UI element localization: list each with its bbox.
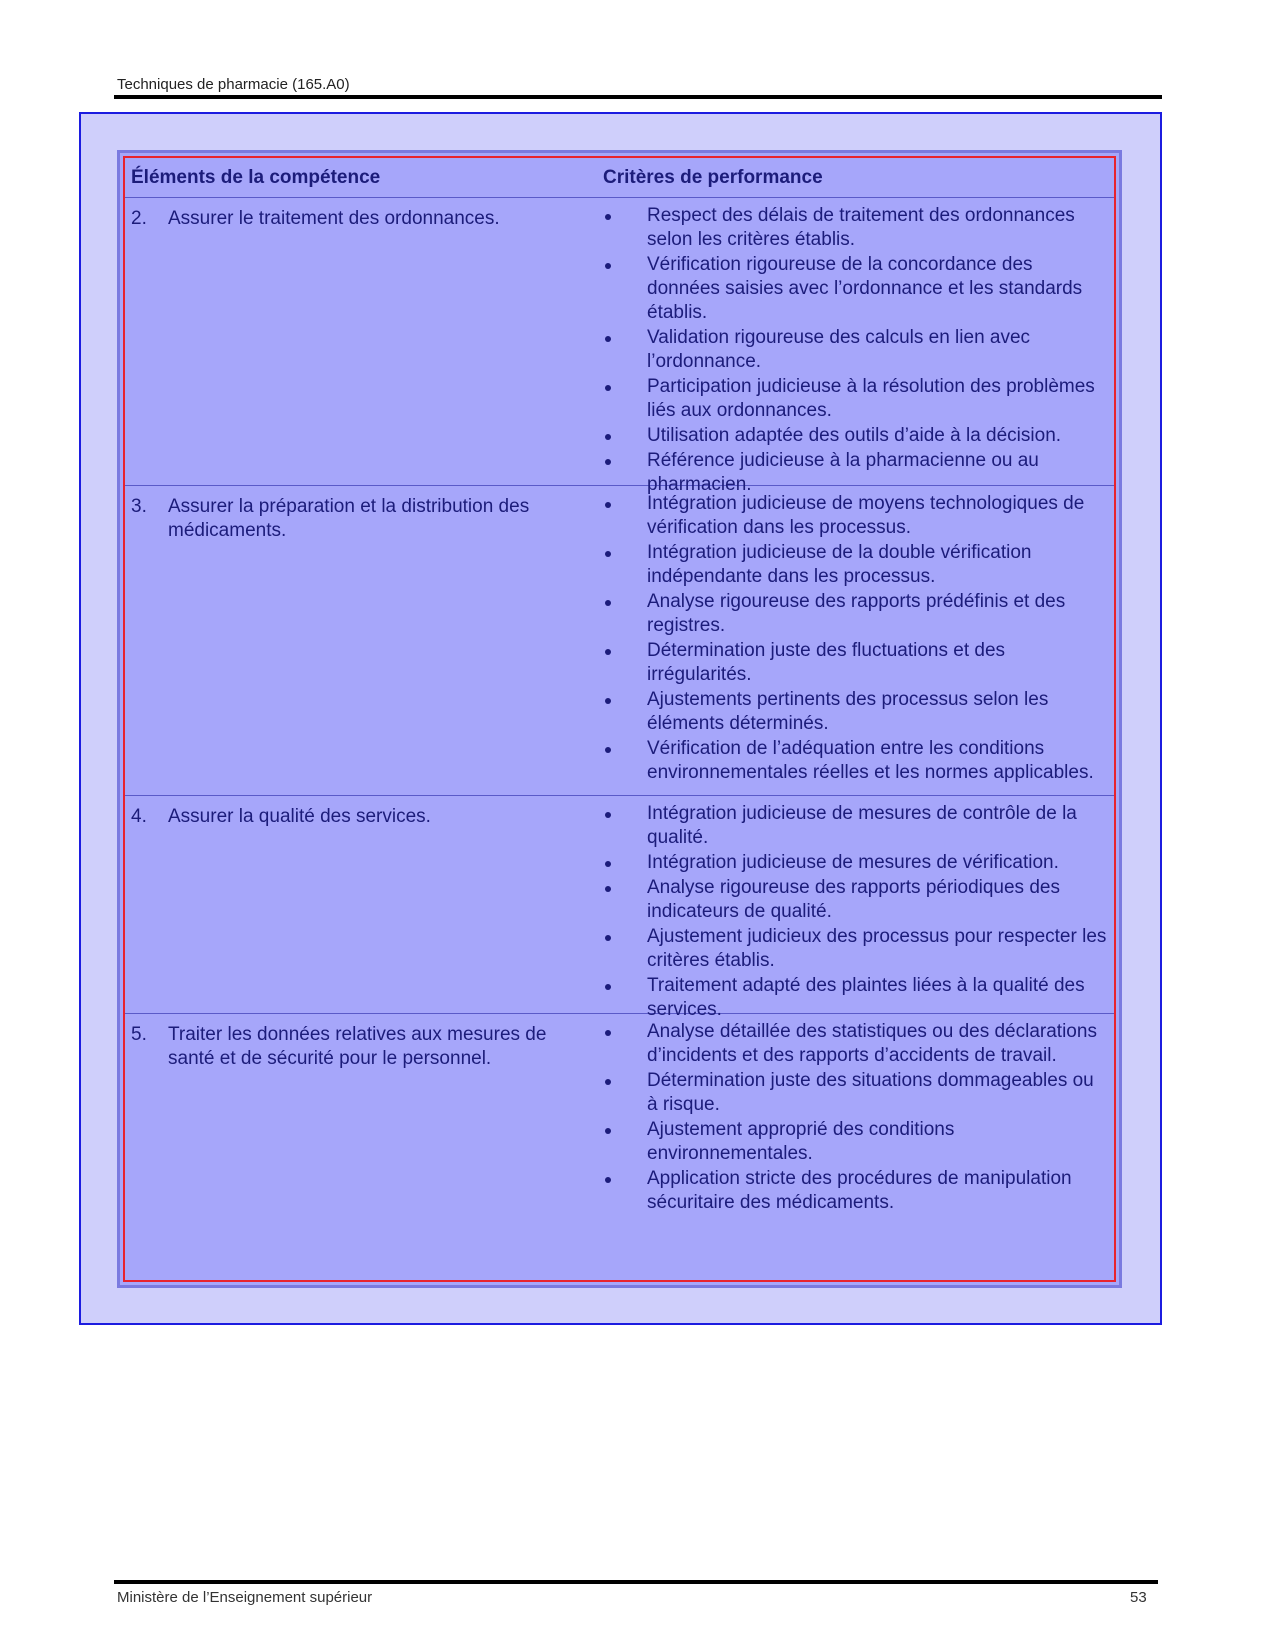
bullet-icon [605,336,611,342]
column-header-elements: Éléments de la compétence [131,167,381,188]
bullet-icon [605,935,611,941]
bullet-icon [605,861,611,867]
criteria-text: Traitement adapté des plaintes liées à la qualité des services. [647,975,1085,1020]
criteria-item [603,1020,1108,1068]
table-row [125,1013,1114,1283]
criteria-text: Ajustements pertinents des processus selon les éléments déterminés. [647,689,1049,734]
criteria-text: Intégration judicieuse de la double vérification indépendante dans les processus. [647,542,1032,587]
criteria-text: Respect des délais de traitement des ordonnances selon les critères établis. [647,205,1075,250]
bullet-icon [605,812,611,818]
criteria-text: Détermination juste des fluctuations et des irrégularités. [647,640,1006,685]
criteria-text: Vérification de l’adéquation entre les conditions environnementales réelles et les normes applicables. [647,738,1094,783]
criteria-text: Référence judicieuse à la pharmacienne ou au pharmacien. [647,450,1039,495]
bullet-icon [605,551,611,557]
criteria-text: Analyse rigoureuse des rapports prédéfinis et des registres. [647,591,1066,636]
footer-rule [114,1580,1158,1584]
bullet-icon [605,1128,611,1134]
footer-ministry: Ministère de l’Enseignement supérieur [117,1589,373,1606]
criteria-text: Utilisation adaptée des outils d’aide à la décision. [647,425,1062,446]
bullet-icon [605,459,611,465]
competence-table [117,150,1122,1288]
element-text: Assurer la préparation et la distribution des médicaments. [168,496,530,541]
table-body [123,156,1116,1282]
bullet-icon [605,385,611,391]
criteria-item [603,326,1108,374]
criteria-text: Analyse rigoureuse des rapports périodiques des indicateurs de qualité. [647,877,1060,922]
column-header-criteria: Critères de performance [603,167,823,188]
bullet-icon [605,747,611,753]
criteria-item [603,375,1108,423]
bullet-icon [605,1079,611,1085]
criteria-item [603,541,1108,589]
element-text: Traiter les données relatives aux mesures de santé et de sécurité pour le personnel. [168,1024,547,1069]
criteria-item [603,590,1108,638]
criteria-text: Vérification rigoureuse de la concordance des données saisies avec l’ordonnance et les standards établis. [647,254,1083,323]
criteria-text: Validation rigoureuse des calculs en lien avec l’ordonnance. [647,327,1031,372]
criteria-list [603,204,1108,498]
criteria-item [603,851,1108,875]
criteria-item [603,688,1108,736]
criteria-item [603,737,1108,785]
criteria-text: Détermination juste des situations dommageables ou à risque. [647,1070,1094,1115]
criteria-text: Intégration judicieuse de moyens technologiques de vérification dans les processus. [647,493,1085,538]
page-header-title: Techniques de pharmacie (165.A0) [117,76,350,93]
bullet-icon [605,434,611,440]
element-text: Assurer le traitement des ordonnances. [168,208,500,229]
criteria-text: Ajustement approprié des conditions environnementales. [647,1119,955,1164]
bullet-icon [605,600,611,606]
competence-element [131,207,579,231]
criteria-item [603,1069,1108,1117]
page-number: 53 [1130,1589,1147,1606]
criteria-list [603,1020,1108,1216]
table-row [125,197,1114,495]
criteria-item [603,492,1108,540]
criteria-item [603,925,1108,973]
criteria-item [603,204,1108,252]
table-row [125,485,1114,796]
table-row [125,795,1114,1020]
competence-element [131,805,579,829]
competence-element [131,1023,579,1071]
bullet-icon [605,214,611,220]
bullet-icon [605,1177,611,1183]
table-header [125,158,1114,198]
bullet-icon [605,502,611,508]
element-number: 3. [131,496,147,517]
element-text: Assurer la qualité des services. [168,806,431,827]
criteria-list [603,802,1108,1023]
element-number: 2. [131,208,147,229]
criteria-item [603,424,1108,448]
header-rule [114,95,1162,99]
bullet-icon [605,698,611,704]
criteria-item [603,1118,1108,1166]
criteria-text: Application stricte des procédures de manipulation sécuritaire des médicaments. [647,1168,1072,1213]
criteria-item [603,1167,1108,1215]
criteria-list [603,492,1108,786]
bullet-icon [605,649,611,655]
criteria-text: Intégration judicieuse de mesures de contrôle de la qualité. [647,803,1077,848]
bullet-icon [605,886,611,892]
criteria-item [603,876,1108,924]
element-number: 5. [131,1024,147,1045]
competence-element [131,495,579,543]
bullet-icon [605,984,611,990]
criteria-text: Participation judicieuse à la résolution des problèmes liés aux ordonnances. [647,376,1095,421]
criteria-item [603,802,1108,850]
criteria-item [603,253,1108,325]
criteria-item [603,639,1108,687]
bullet-icon [605,263,611,269]
criteria-text: Intégration judicieuse de mesures de vérification. [647,852,1059,873]
element-number: 4. [131,806,147,827]
criteria-text: Analyse détaillée des statistiques ou des déclarations d’incidents et des rapports d’accidents de travail. [647,1021,1097,1066]
bullet-icon [605,1030,611,1036]
criteria-text: Ajustement judicieux des processus pour respecter les critères établis. [647,926,1107,971]
